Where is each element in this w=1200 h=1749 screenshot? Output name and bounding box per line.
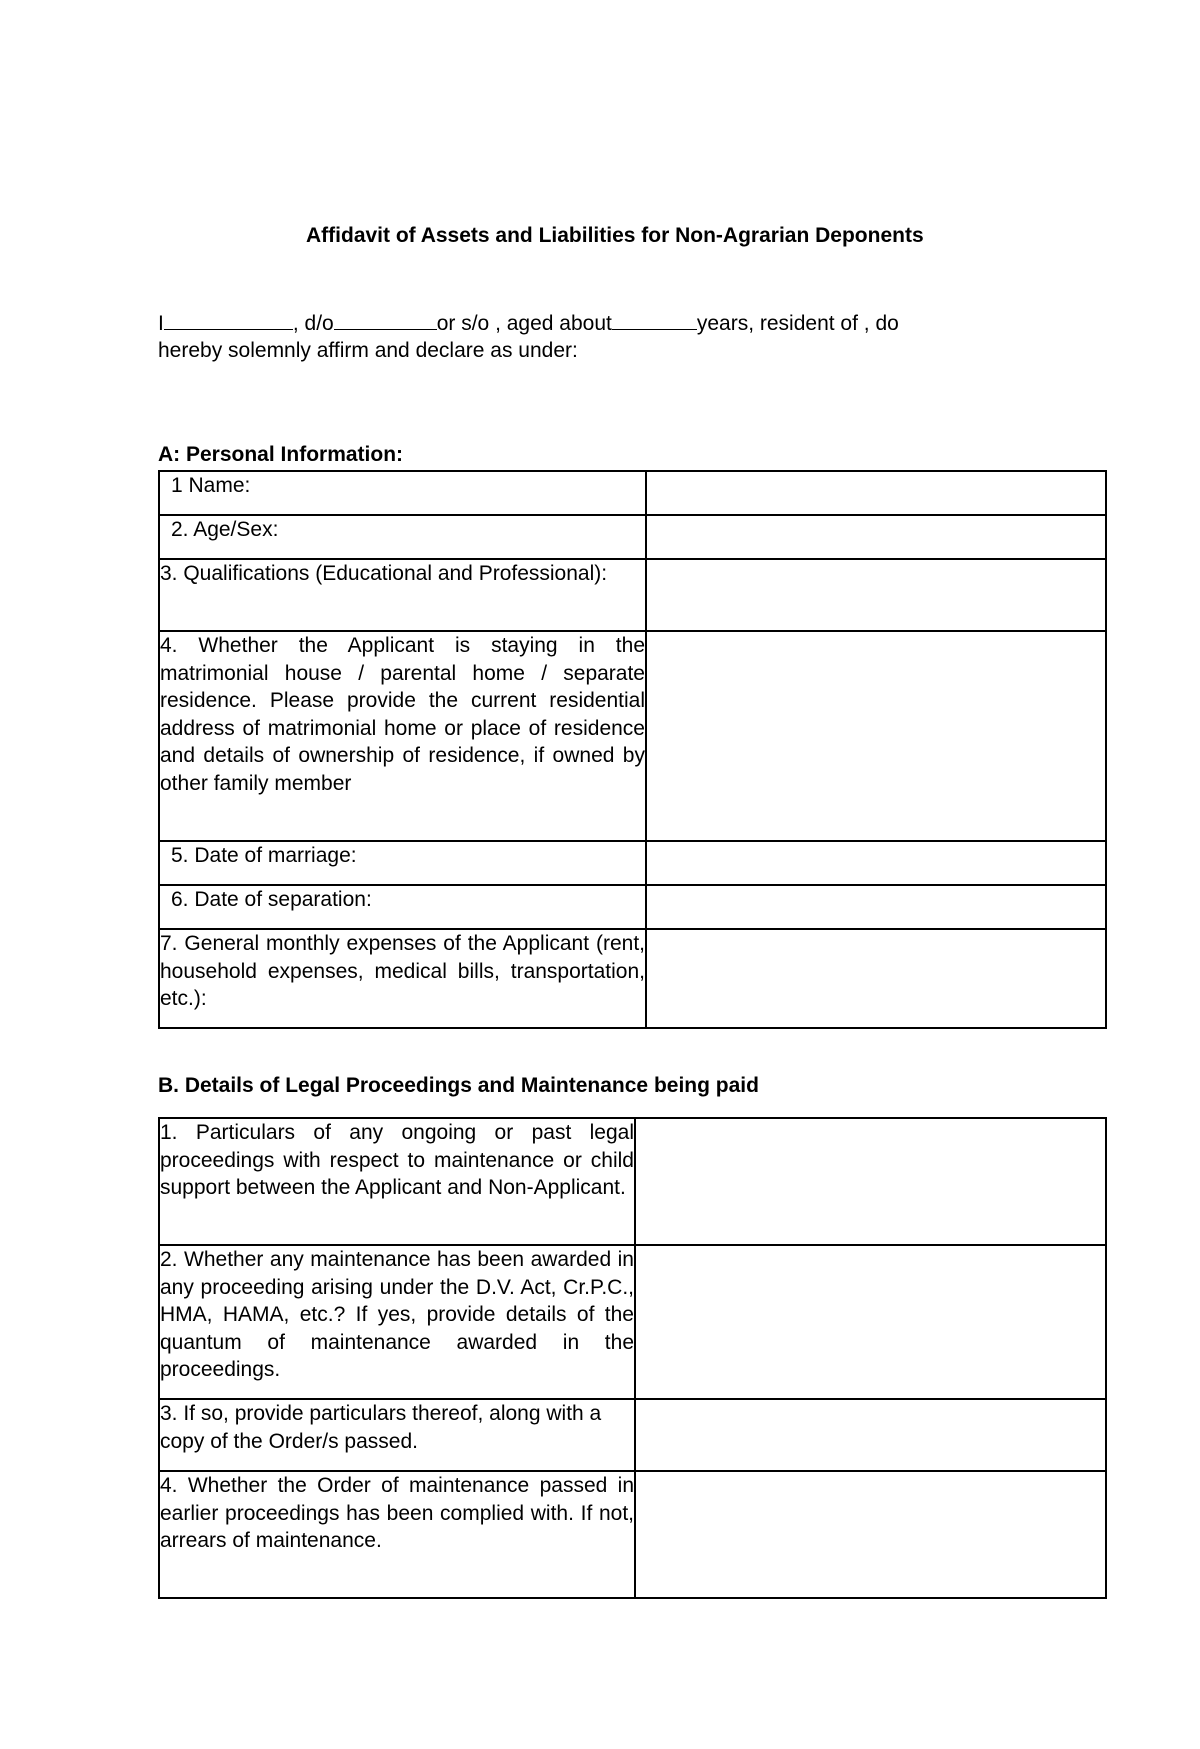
answer-monthly-expenses xyxy=(646,929,1106,1028)
table-row xyxy=(159,559,1106,631)
answer-date-of-marriage xyxy=(646,841,1106,885)
question-qualifications: 3. Qualifications (Educational and Professional): xyxy=(159,559,646,631)
question-date-of-separation: 6. Date of separation: xyxy=(159,885,646,929)
table-row xyxy=(159,885,1106,929)
intro-text-1: I xyxy=(158,312,164,335)
answer-legal-proceedings xyxy=(635,1118,1106,1245)
intro-text-4: years, resident of , do xyxy=(696,312,899,335)
document-title: Affidavit of Assets and Liabilities for Non-Agrarian Deponents xyxy=(306,224,924,247)
answer-order-particulars xyxy=(635,1399,1106,1471)
table-row xyxy=(159,929,1106,1028)
legal-proceedings-table xyxy=(158,1117,1107,1599)
table-row xyxy=(159,1118,1106,1245)
name-blank xyxy=(164,311,293,330)
answer-qualifications xyxy=(646,559,1106,631)
table-row xyxy=(159,1399,1106,1471)
section-b-heading: B. Details of Legal Proceedings and Maintenance being paid xyxy=(158,1074,759,1097)
question-order-particulars: 3. If so, provide particulars thereof, along with a copy of the Order/s passed. xyxy=(159,1399,635,1471)
table-row xyxy=(159,631,1106,841)
question-order-compliance: 4. Whether the Order of maintenance passed in earlier proceedings has been complied with. If not, arrears of maintenance. xyxy=(159,1471,635,1598)
table-row xyxy=(159,841,1106,885)
intro-text-3: or s/o , aged about xyxy=(436,312,612,335)
declaration-paragraph xyxy=(158,310,988,364)
intro-text-2: , d/o xyxy=(292,312,334,335)
question-date-of-marriage: 5. Date of marriage: xyxy=(159,841,646,885)
question-monthly-expenses: 7. General monthly expenses of the Applicant (rent, household expenses, medical bills, transportation, etc.): xyxy=(159,929,646,1028)
intro-text-5: hereby solemnly affirm and declare as under: xyxy=(158,339,578,362)
table-row xyxy=(159,1245,1106,1399)
answer-date-of-separation xyxy=(646,885,1106,929)
answer-age-sex xyxy=(646,515,1106,559)
question-age-sex: 2. Age/Sex: xyxy=(159,515,646,559)
personal-information-table xyxy=(158,470,1107,1029)
relation-blank xyxy=(334,311,437,330)
answer-residence xyxy=(646,631,1106,841)
question-residence: 4. Whether the Applicant is staying in the matrimonial house / parental home / separate residence. Please provide the current residential address of matrimonial home or place of residence and details of ownership of residence, if owned by other family member xyxy=(159,631,646,841)
answer-name xyxy=(646,471,1106,515)
table-row xyxy=(159,471,1106,515)
answer-order-compliance xyxy=(635,1471,1106,1598)
table-row xyxy=(159,515,1106,559)
question-name: 1 Name: xyxy=(159,471,646,515)
question-maintenance-awarded: 2. Whether any maintenance has been awarded in any proceeding arising under the D.V. Act, Cr.P.C., HMA, HAMA, etc.? If yes, provide details of the quantum of maintenance awarded in the proceedings. xyxy=(159,1245,635,1399)
table-row xyxy=(159,1471,1106,1598)
question-legal-proceedings: 1. Particulars of any ongoing or past legal proceedings with respect to maintenance or child support between the Applicant and Non-Applicant. xyxy=(159,1118,635,1245)
age-blank xyxy=(612,311,697,330)
answer-maintenance-awarded xyxy=(635,1245,1106,1399)
section-a-heading: A: Personal Information: xyxy=(158,443,404,466)
